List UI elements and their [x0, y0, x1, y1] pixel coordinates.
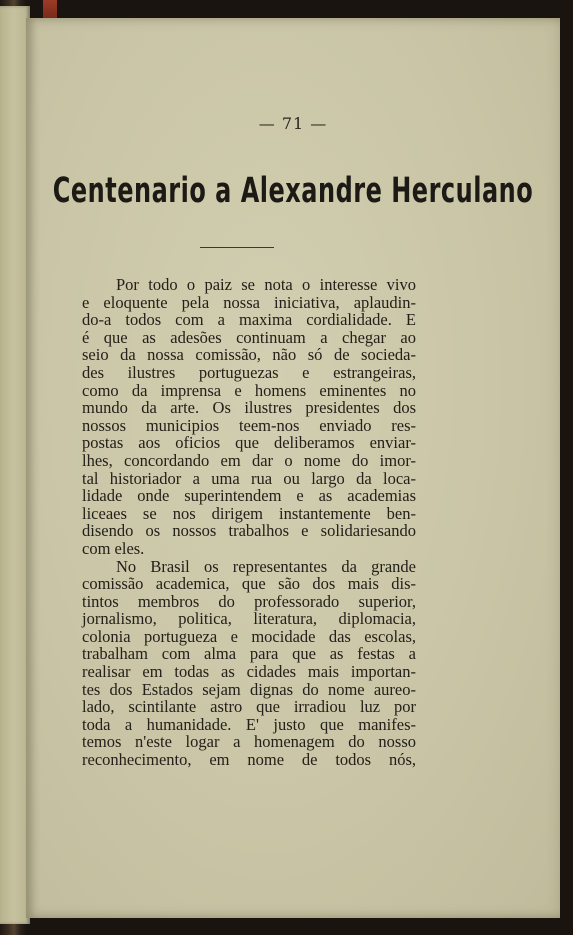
- document-page: [26, 18, 560, 918]
- body-line: disendo os nossos trabalhos e solidariesando: [82, 521, 416, 541]
- body-line: e eloquente pela nossa iniciativa, aplaudin-: [82, 292, 416, 312]
- body-line: lhes, concordando em dar o nome do imor-: [82, 450, 416, 470]
- title-divider: [200, 247, 274, 248]
- body-line: lado, scintilante astro que irradiou luz por: [82, 697, 416, 717]
- body-line: seio da nossa comissão, não só de socieda-: [82, 345, 416, 365]
- article-title: Centenario a Alexandre Herculano: [52, 170, 534, 211]
- body-line: realisar em todas as cidades mais importan-: [82, 662, 416, 682]
- body-line: temos n'este logar a homenagem do nosso: [82, 732, 416, 752]
- body-line: No Brasil os representantes da grande: [116, 556, 416, 576]
- body-line: colonia portugueza e mocidade das escolas,: [82, 626, 416, 646]
- body-line: lidade onde superintendem e as academias: [82, 486, 416, 506]
- body-line: jornalismo, politica, literatura, diplomacia,: [82, 609, 416, 629]
- body-line: nossos municipios teem-nos enviado res-: [82, 415, 416, 435]
- body-line: mundo da arte. Os ilustres presidentes dos: [82, 398, 416, 418]
- body-line: do-a todos com a maxima cordialidade. E: [82, 310, 416, 330]
- body-line: des ilustres portuguezas e estrangeiras,: [82, 362, 416, 382]
- body-line: com eles.: [82, 538, 145, 558]
- body-line: tal historiador a uma rua ou largo da loca-: [82, 468, 416, 488]
- bookmark-ribbon: [43, 0, 57, 18]
- body-line: tintos membros do professorado superior,: [82, 591, 416, 611]
- body-line: liceaes se nos dirigem instantemente ben-: [82, 503, 416, 523]
- page-number: — 71 —: [258, 114, 328, 133]
- body-line: reconhecimento, em nome de todos nós,: [82, 750, 416, 770]
- body-line: como da imprensa e homens eminentes no: [82, 380, 416, 400]
- body-line: Por todo o paiz se nota o interesse vivo: [116, 275, 416, 294]
- body-line: tes dos Estados sejam dignas do nome aureo-: [82, 679, 416, 699]
- article-body: [82, 276, 416, 769]
- body-line: trabalham com alma para que as festas a: [82, 644, 416, 664]
- body-line: postas aos oficios que deliberamos enviar-: [82, 433, 416, 453]
- body-line: comissão academica, que são dos mais dis-: [82, 574, 416, 594]
- body-line: é que as adesões continuam a chegar ao: [82, 327, 416, 347]
- body-line: toda a humanidade. E' justo que manifes-: [82, 714, 416, 734]
